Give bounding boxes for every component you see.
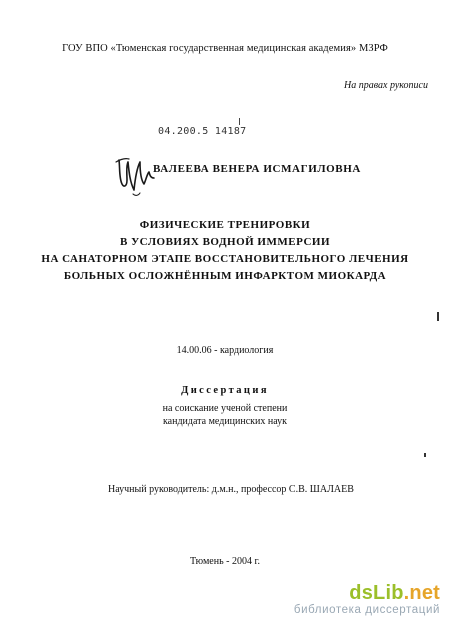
city-year: Тюмень - 2004 г. [190, 556, 260, 567]
author-name: ВАЛЕЕВА ВЕНЕРА ИСМАГИЛОВНА [153, 163, 361, 175]
dissertation-title [0, 217, 450, 285]
watermark [294, 583, 440, 617]
stamp-number: 04.200.5 14187 [158, 126, 247, 137]
title-line: В УСЛОВИЯХ ВОДНОЙ ИММЕРСИИ [119, 236, 330, 248]
manuscript-note: На правах рукописи [344, 80, 428, 91]
watermark-brand [294, 583, 440, 603]
handwritten-signature-icon [113, 150, 159, 200]
title-line: НА САНАТОРНОМ ЭТАПЕ ВОССТАНОВИТЕЛЬНОГО ЛЕЧЕНИЯ [41, 253, 409, 265]
degree-line: на соискание ученой степени [162, 403, 288, 414]
title-line: БОЛЬНЫХ ОСЛОЖНЁННЫМ ИНФАРКТОМ МИОКАРДА [63, 270, 387, 282]
organization-header: ГОУ ВПО «Тюменская государственная медицинская академия» МЗРФ [62, 43, 388, 54]
scan-speck [424, 453, 426, 457]
specialty-code: 14.00.06 - кардиология [176, 345, 274, 356]
document-type: Диссертация [181, 385, 269, 396]
supervisor-line: Научный руководитель: д.м.н., профессор С.В. ШАЛАЕВ [108, 484, 354, 495]
title-line: ФИЗИЧЕСКИЕ ТРЕНИРОВКИ [139, 219, 311, 231]
degree-line: кандидата медицинских наук [162, 416, 288, 427]
watermark-tagline: библиотека диссертаций [293, 604, 440, 616]
watermark-brand-part1: dsLib [349, 582, 404, 604]
watermark-brand-part2: .net [403, 582, 440, 604]
degree-description [0, 402, 450, 428]
scan-speck [437, 312, 439, 321]
stamp-tick-mark [239, 118, 240, 125]
